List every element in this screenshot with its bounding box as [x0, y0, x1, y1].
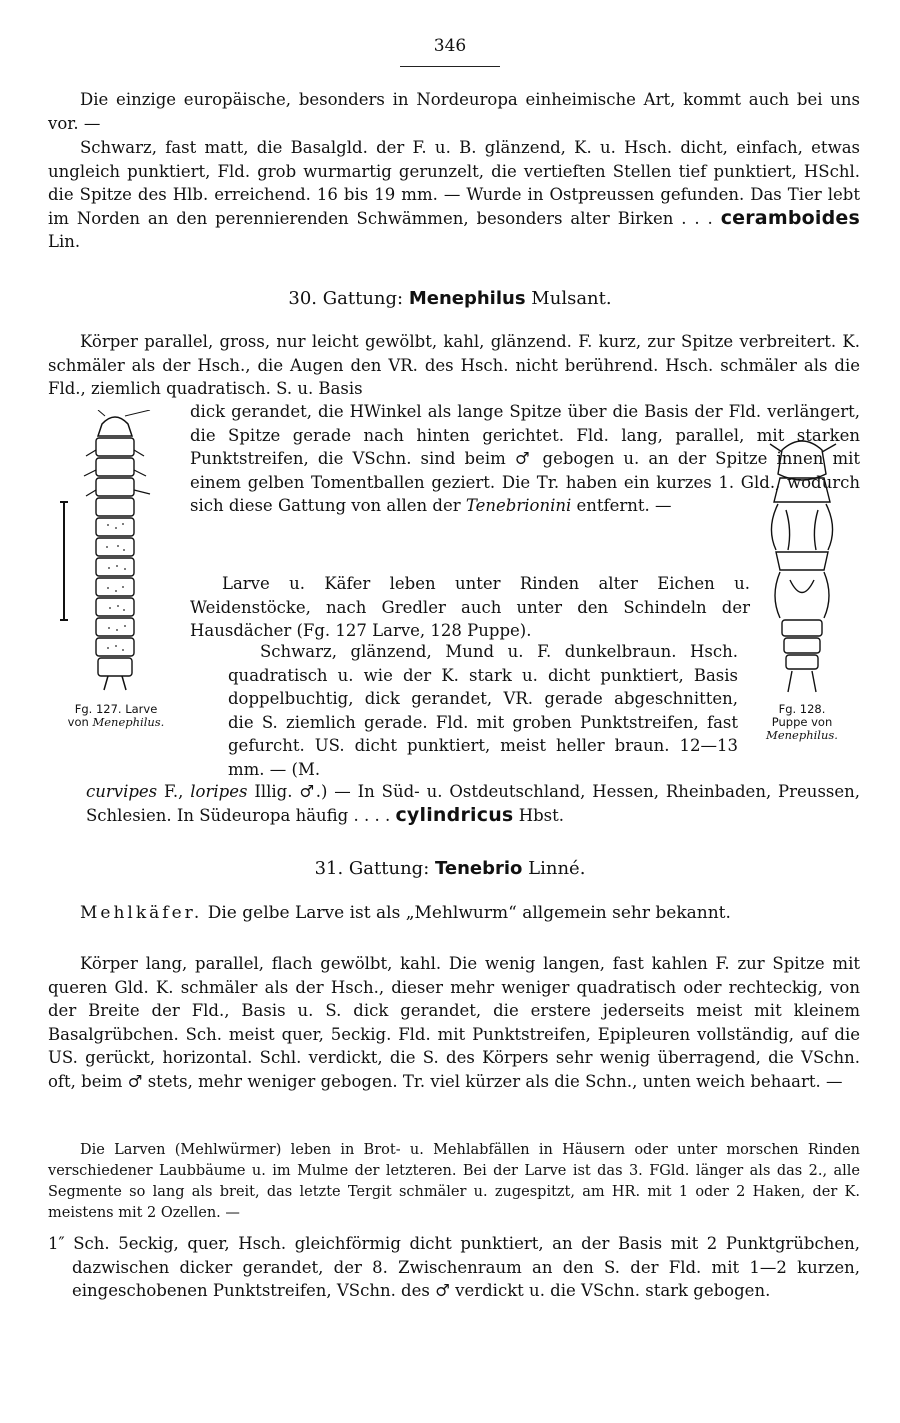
genus-number: 31. Gattung: — [314, 858, 430, 879]
key-text: Sch. 5eckig, quer, Hsch. gleichförmig dicht punktiert, an der Basis mit 2 Punktgrübchen, dazwischen dicker gerandet, der 8. Zwischenraum an den S. der Fld. mit 1—2 kurzen, eingeschobenen Punktstreifen, VSchn. des ♂ verdickt u. die VSchn. stark gebogen. — [72, 1234, 860, 1300]
genus-author: Linné. — [528, 858, 586, 879]
paragraph-species-ceramboides — [48, 136, 860, 254]
figure-128-caption — [752, 703, 852, 742]
larva-note-31: Die Larven (Mehlwürmer) leben in Brot- u. Mehlabfällen in Häusern oder unter morschen Rinden verschiedener Laubbäume u. im Mulme der letzteren. Bei der Larve ist das 3. FGld. länger als das 2., alle Segmente so lang als breit, das letzte Tergit schmäler u. zugespitzt, am HR. mit 1 oder 2 Haken, der K. meistens mit 2 Ozellen. — — [48, 1142, 860, 1221]
caption-line — [752, 729, 852, 742]
paragraph-text: entfernt. — — [576, 496, 672, 515]
genus-description-30: Körper parallel, gross, nur leicht gewölbt, kahl, glänzend. F. kurz, zur Spitze verbreitert. K. schmäler als der Hsch., die Augen den VR. des Hsch. nicht berührend. Hsch. schmäler als die Fld., ziemlich quadratisch. S. u. Basis — [48, 332, 860, 398]
caption-line: Puppe von — [771, 715, 833, 729]
species-distribution-cylindricus — [48, 780, 860, 827]
common-name-paragraph — [48, 902, 860, 926]
synonym-name: loripes — [190, 782, 248, 801]
species-name: ceramboides — [720, 206, 860, 229]
genus-number: 30. Gattung: — [288, 288, 404, 309]
caption-italic: Menephilus. — [766, 728, 838, 742]
key-entry — [48, 1232, 860, 1303]
page-number: 346 — [433, 36, 467, 56]
genus-description-30-cont — [190, 400, 860, 518]
genus-name: Menephilus — [408, 288, 526, 309]
larva-note-30: Larve u. Käfer leben unter Rinden alter Eichen u. Weidenstöcke, nach Gredler auch unter den Schindeln der Hausdächer (Fg. 127 Larve, 128 Puppe). — [190, 574, 750, 640]
paragraph-text: dick gerandet, die HWinkel als lange Spitze über die Basis der Fld. verlängert, die Spitze gerade nach hinten gerichtet. Fld. lang, parallel, mit starken Punktstreifen, die VSchn. sind beim ♂ gebogen u. an der Spitze innen mit einem gelben Tomentballen geziert. Die Tr. haben ein kurzes 1. Gld., wodurch sich diese Gattung von allen der — [190, 402, 860, 515]
caption-line: Fg. 127. Larve — [74, 702, 158, 716]
caption-text: von — [67, 715, 89, 729]
genus-description-31: Körper lang, parallel, flach gewölbt, kahl. Die wenig langen, fast kahlen F. zur Spitze mit queren Gld. K. schmäler als der Hsch., dieser mehr weniger quadratisch oder rechteckig, von der Breite der Fld., Basis u. S. dick gerandet, die erstere jederseits meist mit kleinem Basalgrübchen. Sch. meist quer, 5eckig. Fld. mit Punktstreifen, Epipleuren vollständig, auf die US. gerückt, horizontal. Schl. verdickt, die S. des Körpers sehr wenig überragend, die VSchn. oft, beim ♂ stets, mehr weniger gebogen. Tr. viel kürzer als die Schn., unten weich behaart. — — [48, 954, 860, 1091]
tribe-name: Tenebrionini — [465, 496, 572, 515]
species-name: cylindricus — [395, 803, 514, 826]
genus-heading-30 — [0, 288, 900, 309]
larva-figure — [60, 410, 170, 700]
genus-name: Tenebrio — [435, 858, 523, 879]
common-name: Mehlkäfer. — [80, 903, 203, 923]
caption-line: Fg. 128. — [778, 702, 826, 716]
species-author: Hbst. — [518, 805, 564, 825]
paragraph-text: F., — [164, 782, 184, 801]
species-author: Lin. — [48, 232, 81, 251]
key-number: 1″ — [48, 1234, 65, 1253]
genus-heading-31 — [0, 858, 900, 879]
species-description-cylindricus: Schwarz, glänzend, Mund u. F. dunkelbraun. Hsch. quadratisch u. wie der K. stark u. dicht punktiert, Basis doppelbuchtig, dick gerandet, VR. gerade abgeschnitten, die S. ziemlich gerade. Fld. mit groben Punktstreifen, fast gefurcht. US. dicht punktiert, meist heller braun. 12—13 mm. — (M. — [228, 642, 738, 779]
paragraph-text: Die gelbe Larve ist als „Mehlwurm“ allgemein sehr bekannt. — [207, 903, 731, 923]
paragraph-text: Schwarz, fast matt, die Basalgld. der F. u. B. glänzend, K. u. Hsch. dicht, einfach, etwas ungleich punktiert, Fld. grob wurmartig gerunzelt, die vertieften Stellen tief punktiert, HSchl. die Spitze des Hlb. erreichend. 16 bis 19 mm. — Wurde in Ostpreussen gefunden. Das Tier lebt im Norden an den perennierenden Schwämmen, besonders alter Birken . . . — [48, 138, 860, 228]
caption-line — [46, 716, 186, 729]
figure-127-caption — [46, 703, 186, 729]
header-rule — [400, 66, 500, 67]
caption-italic: Menephilus. — [92, 715, 165, 729]
synonym-name: curvipes — [86, 782, 158, 801]
genus-author: Mulsant. — [531, 288, 612, 309]
paragraph-intro: Die einzige europäische, besonders in Nordeuropa einheimische Art, kommt auch bei uns vor. — — [48, 90, 860, 133]
paragraph-text: Illig. ♂.) — In Süd- u. Ostdeutschland, Hessen, Rheinbaden, Preussen, Schlesien. In Südeuropa häufig . . . . — [86, 782, 861, 825]
